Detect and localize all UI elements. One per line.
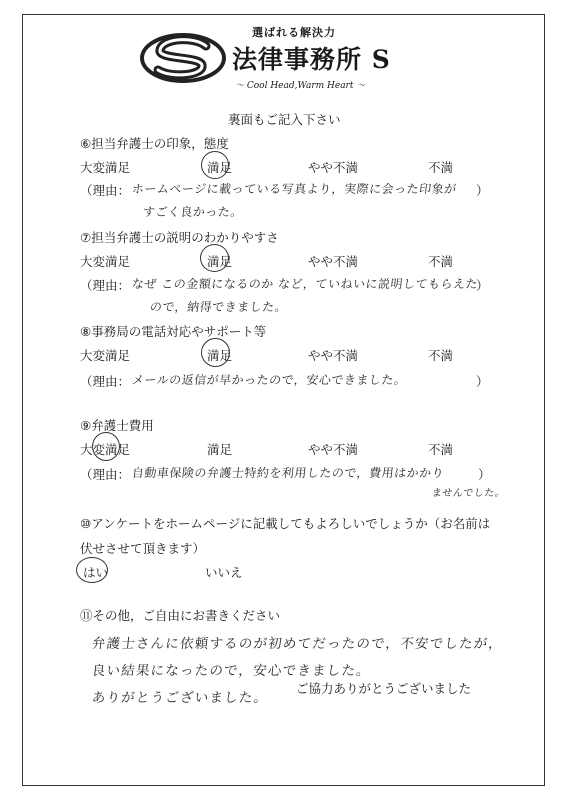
q9-reason-close: ） bbox=[478, 467, 491, 482]
q6-reason-line2: すごく良かった。 bbox=[142, 205, 244, 219]
q6-reason-line1: ホームページに載っている写真より，実際に会った印象が bbox=[131, 182, 458, 196]
q6-reason-close: ） bbox=[476, 183, 489, 198]
q10-option-yes[interactable]: はい bbox=[83, 565, 109, 580]
q11-comment-line1: 弁護士さんに依頼するのが初めてだったので，不安でしたが， bbox=[90, 636, 504, 652]
q7-option-satisfied[interactable]: 満足 bbox=[207, 254, 233, 269]
q7-reason-open: （理由： bbox=[80, 278, 131, 293]
q7-selection-circle bbox=[200, 244, 229, 272]
footer-thanks: ご協力ありがとうございました bbox=[296, 681, 472, 696]
q9-option-satisfied[interactable]: 満足 bbox=[207, 442, 233, 457]
q8-option-satisfied[interactable]: 満足 bbox=[207, 348, 233, 363]
q8-reason-close: ） bbox=[476, 374, 489, 389]
logo-tagline: 選ばれる解決力 bbox=[252, 26, 336, 39]
q6-selection-circle bbox=[201, 151, 229, 179]
q7-reason-line2: ので，納得できました。 bbox=[149, 300, 288, 314]
q11-comment-line3: ありがとうございました。 bbox=[90, 690, 270, 706]
q10-title-cont: 伏せさせて頂きます） bbox=[80, 541, 206, 556]
q11-comment-line2: 良い結果になったので，安心できました。 bbox=[90, 663, 372, 679]
q8-option-very-satisfied[interactable]: 大変満足 bbox=[80, 348, 131, 363]
q6-title: ⑥担当弁護士の印象，態度 bbox=[80, 136, 229, 151]
q9-reason-open: （理由： bbox=[80, 467, 131, 482]
q7-option-somewhat-dissatisfied[interactable]: やや不満 bbox=[308, 254, 359, 269]
q9-reason-line1: 自動車保険の弁護士特約を利用したので，費用はかかり bbox=[131, 466, 445, 480]
q9-option-dissatisfied[interactable]: 不満 bbox=[428, 442, 454, 457]
q8-option-somewhat-dissatisfied[interactable]: やや不満 bbox=[308, 348, 359, 363]
q9-option-very-satisfied[interactable]: 大変満足 bbox=[80, 442, 131, 457]
q10-selection-circle bbox=[76, 557, 108, 583]
q10-option-no[interactable]: いいえ bbox=[205, 565, 243, 580]
q7-title: ⑦担当弁護士の説明のわかりやすさ bbox=[80, 230, 279, 245]
logo-subtitle: ～ Cool Head,Warm Heart ～ bbox=[235, 81, 366, 91]
q7-option-very-satisfied[interactable]: 大変満足 bbox=[80, 254, 131, 269]
q8-selection-circle bbox=[201, 338, 233, 367]
q6-reason-open: （理由： bbox=[80, 183, 131, 198]
q8-option-dissatisfied[interactable]: 不満 bbox=[428, 348, 454, 363]
q9-reason-line2: ませんでした。 bbox=[431, 488, 506, 499]
back-side-note: 裏面もご記入下さい bbox=[228, 112, 341, 127]
q9-title: ⑨弁護士費用 bbox=[80, 418, 154, 433]
q7-reason-line1: なぜ この金額になるのか など，ていねいに説明してもらえた bbox=[131, 277, 479, 291]
logo-brand: 法律事務所 S bbox=[232, 45, 391, 74]
q6-option-satisfied[interactable]: 満足 bbox=[207, 160, 233, 175]
logo bbox=[140, 18, 440, 100]
q7-option-dissatisfied[interactable]: 不満 bbox=[428, 254, 454, 269]
q6-option-somewhat-dissatisfied[interactable]: やや不満 bbox=[308, 160, 359, 175]
q8-reason-line1: メールの返信が早かったので，安心できました。 bbox=[131, 373, 408, 387]
q8-reason-open: （理由： bbox=[80, 374, 131, 389]
q7-reason-close: ） bbox=[476, 278, 489, 293]
logo-s-mark-icon bbox=[140, 32, 226, 84]
q9-option-somewhat-dissatisfied[interactable]: やや不満 bbox=[308, 442, 359, 457]
q11-title: ⑪その他，ご自由にお書きください bbox=[80, 608, 281, 623]
q10-title: ⑩アンケートをホームページに記載してもよろしいでしょうか（お名前は bbox=[80, 516, 491, 531]
q6-option-very-satisfied[interactable]: 大変満足 bbox=[80, 160, 131, 175]
q8-title: ⑧事務局の電話対応やサポート等 bbox=[80, 324, 267, 339]
q6-option-dissatisfied[interactable]: 不満 bbox=[428, 160, 454, 175]
q9-selection-circle bbox=[92, 432, 120, 461]
